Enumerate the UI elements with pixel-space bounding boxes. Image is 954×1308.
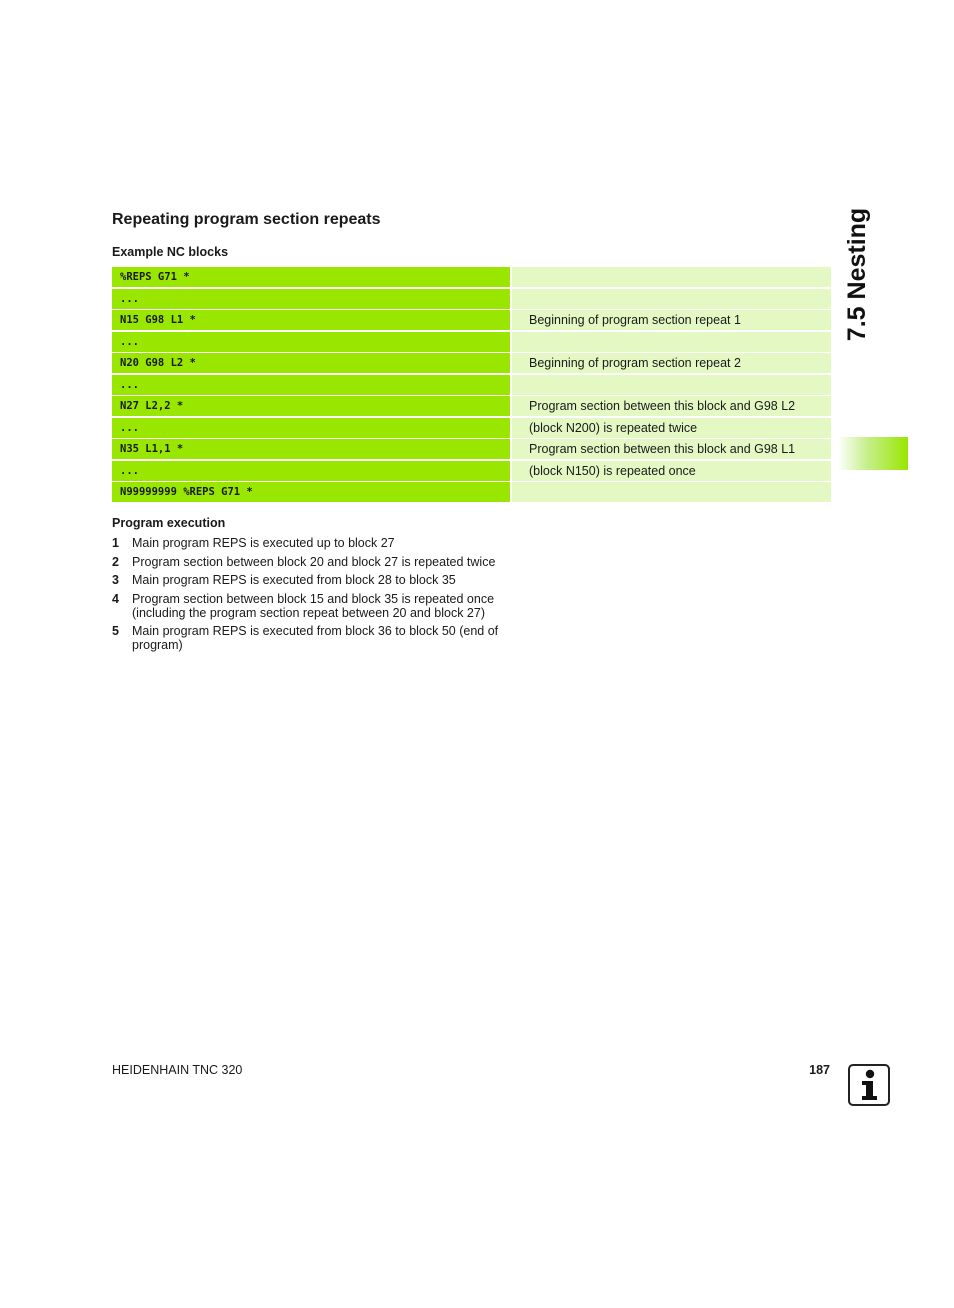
page-number: 187 <box>809 1063 830 1077</box>
execution-steps <box>112 536 532 657</box>
table-row <box>112 353 831 373</box>
execution-label: Program execution <box>112 516 226 530</box>
nc-comment <box>512 289 831 309</box>
list-item <box>112 536 532 550</box>
list-item <box>112 555 532 569</box>
step-text: Main program REPS is executed from block 36 to block 50 (end of program) <box>132 624 499 652</box>
nc-blocks-table <box>112 267 831 504</box>
step-number: 2 <box>112 554 119 569</box>
table-row <box>112 267 831 287</box>
nc-comment <box>512 482 831 502</box>
info-icon <box>848 1064 890 1106</box>
table-row <box>112 439 831 459</box>
nc-code: ... <box>112 289 510 309</box>
nc-code: N27 L2,2 * <box>112 396 510 416</box>
nc-code: ... <box>112 418 510 438</box>
list-item <box>112 573 532 587</box>
nc-comment <box>512 267 831 287</box>
nc-code: N20 G98 L2 * <box>112 353 510 373</box>
nc-code: ... <box>112 375 510 395</box>
list-item <box>112 592 532 620</box>
nc-code: N35 L1,1 * <box>112 439 510 459</box>
nc-comment: Beginning of program section repeat 2 <box>512 353 831 373</box>
table-row <box>112 332 831 352</box>
nc-comment: Program section between this block and G98 L2 <box>512 396 831 416</box>
step-text: Main program REPS is executed up to block 27 <box>132 536 395 550</box>
nc-comment <box>512 332 831 352</box>
table-row <box>112 461 831 481</box>
nc-comment <box>512 375 831 395</box>
table-row <box>112 375 831 395</box>
nc-comment: Beginning of program section repeat 1 <box>512 310 831 330</box>
nc-comment: Program section between this block and G98 L1 <box>512 439 831 459</box>
step-text: Program section between block 15 and block 35 is repeated once (including the program section repeat between 20 and block 27) <box>132 591 495 620</box>
nc-code: ... <box>112 332 510 352</box>
table-row <box>112 310 831 330</box>
chapter-marker-bar <box>838 437 908 470</box>
section-title: Repeating program section repeats <box>112 211 381 228</box>
table-row <box>112 396 831 416</box>
nc-code: ... <box>112 461 510 481</box>
table-row <box>112 482 831 502</box>
step-number: 3 <box>112 573 119 587</box>
nc-comment: (block N150) is repeated once <box>512 461 831 481</box>
chapter-tab-label: 7.5 Nesting <box>843 207 872 341</box>
nc-code: N99999999 %REPS G71 * <box>112 482 510 502</box>
step-number: 5 <box>112 624 119 638</box>
example-label: Example NC blocks <box>112 245 229 259</box>
nc-comment: (block N200) is repeated twice <box>512 418 831 438</box>
step-number: 1 <box>112 536 119 550</box>
table-row <box>112 418 831 438</box>
list-item <box>112 624 532 652</box>
chapter-tab <box>838 207 878 341</box>
table-row <box>112 289 831 309</box>
nc-code: %REPS G71 * <box>112 267 510 287</box>
step-text: Main program REPS is executed from block 28 to block 35 <box>132 573 456 587</box>
step-text: Program section between block 20 and block 27 is repeated twice <box>132 554 496 569</box>
footer-product: HEIDENHAIN TNC 320 <box>112 1063 243 1077</box>
nc-code: N15 G98 L1 * <box>112 310 510 330</box>
step-number: 4 <box>112 591 119 606</box>
